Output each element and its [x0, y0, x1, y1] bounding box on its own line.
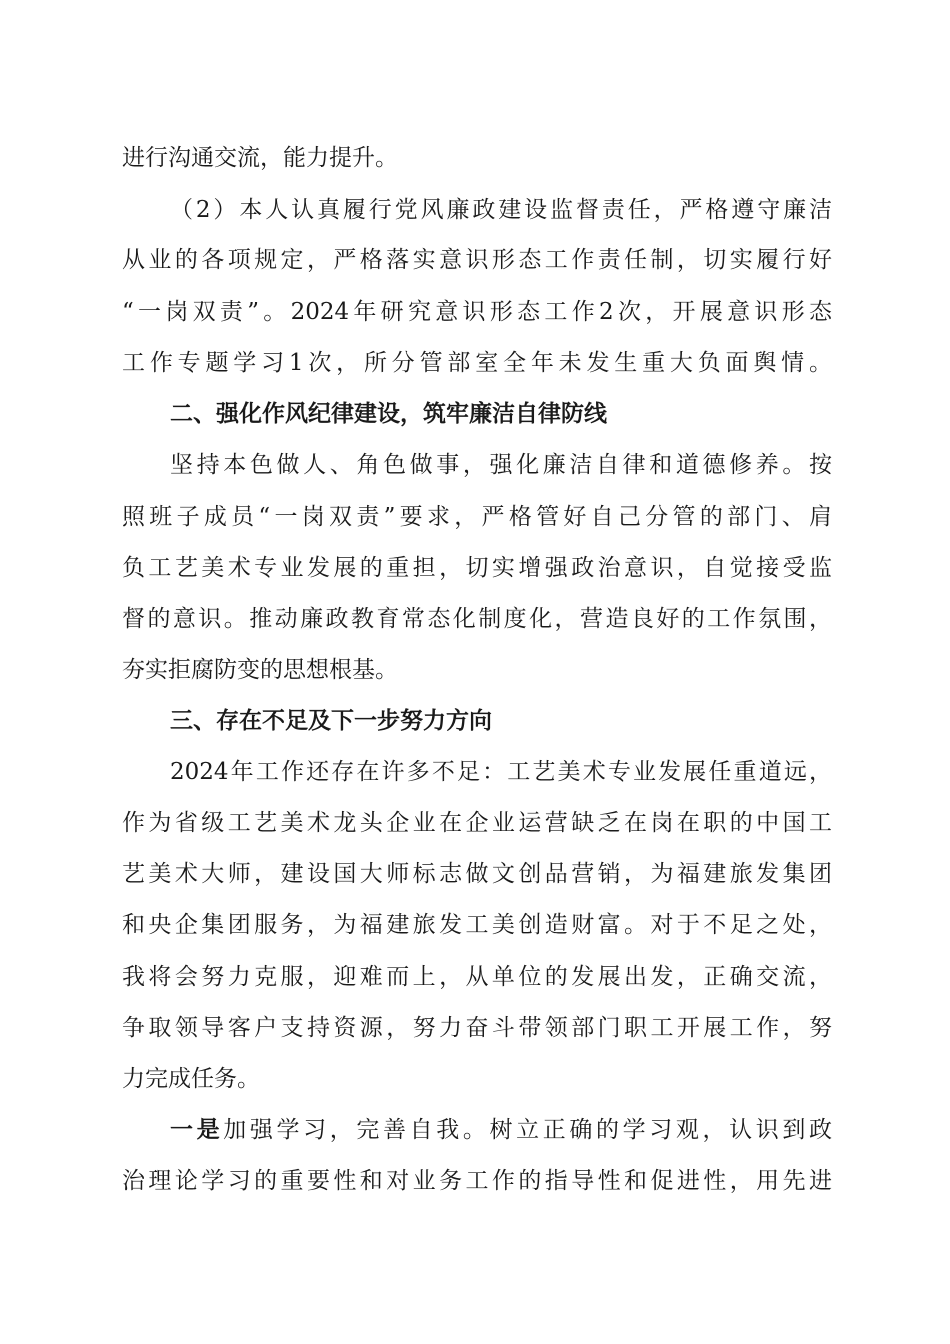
paragraph-line: 艺美术大师，建设国大师标志做文创品营销，为福建旅发集团: [122, 861, 832, 887]
paragraph-line: 照班子成员“一岗双责”要求，严格管好自己分管的部门、肩: [122, 504, 832, 530]
paragraph-line: 力完成任务。: [122, 1066, 260, 1092]
paragraph-line: 作为省级工艺美术龙头企业在企业运营缺乏在岗在职的中国工: [122, 810, 832, 836]
paragraph-line: 坚持本色做人、角色做事，强化廉洁自律和道德修养。按: [170, 452, 832, 478]
paragraph-line: 争取领导客户支持资源，努力奋斗带领部门职工开展工作，努: [122, 1015, 832, 1041]
paragraph-line: 治理论学习的重要性和对业务工作的指导性和促进性，用先进: [122, 1168, 832, 1194]
lead-rest-text: 加强学习，完善自我。树立正确的学习观，认识到政: [223, 1117, 832, 1143]
paragraph-line: 负工艺美术专业发展的重担，切实增强政治意识，自觉接受监: [122, 555, 832, 581]
paragraph-line: 夯实拒腐防变的思想根基。: [122, 657, 398, 683]
paragraph-line: “一岗双责”。2024年研究意识形态工作2次，开展意识形态: [122, 299, 832, 325]
paragraph-line: 从业的各项规定，严格落实意识形态工作责任制，切实履行好: [122, 247, 832, 273]
section-heading: 二、强化作风纪律建设，筑牢廉洁自律防线: [170, 401, 607, 427]
paragraph-line-with-lead: [170, 1110, 832, 1150]
lead-bold-text: 一是: [170, 1117, 224, 1143]
paragraph-line: 和央企集团服务，为福建旅发工美创造财富。对于不足之处，: [122, 912, 832, 938]
paragraph-line: （2）本人认真履行党风廉政建设监督责任，严格遵守廉洁: [170, 197, 832, 223]
paragraph-line: 2024年工作还存在许多不足：工艺美术专业发展任重道远，: [170, 759, 832, 785]
paragraph-line: 我将会努力克服，迎难而上，从单位的发展出发，正确交流，: [122, 964, 832, 990]
paragraph-line: 工作专题学习1次，所分管部室全年未发生重大负面舆情。: [122, 350, 832, 376]
paragraph-line: 进行沟通交流，能力提升。: [122, 145, 398, 171]
section-heading: 三、存在不足及下一步努力方向: [170, 708, 492, 734]
paragraph-line: 督的意识。推动廉政教育常态化制度化，营造良好的工作氛围，: [122, 606, 832, 632]
